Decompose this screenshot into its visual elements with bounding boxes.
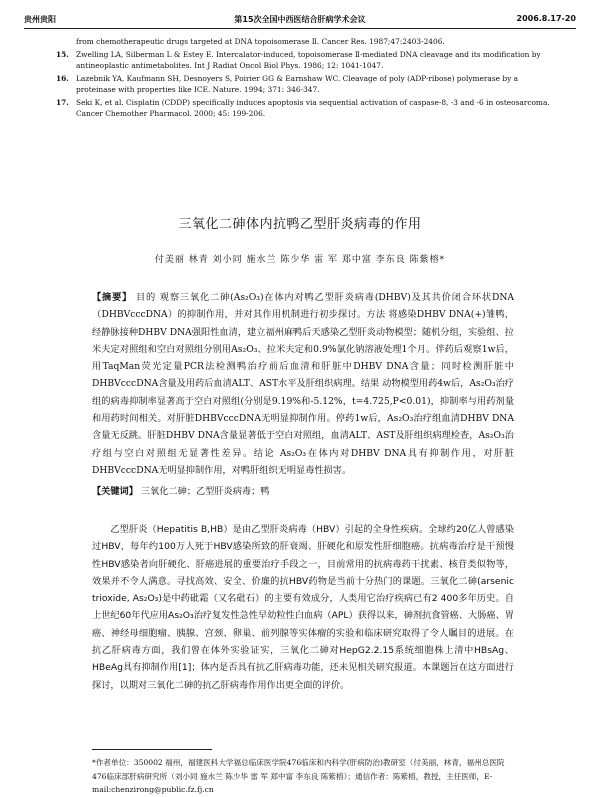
header-date: 2006.8.17-20 bbox=[516, 14, 576, 23]
reference-list bbox=[56, 36, 560, 121]
header-conference: 第15次全国中西医结合肝病学术会议 bbox=[234, 15, 366, 24]
header-divider bbox=[24, 28, 576, 29]
abstract bbox=[92, 289, 514, 479]
footnote-divider bbox=[92, 749, 212, 750]
keywords-text: 三氧化二砷；乙型肝炎病毒；鸭 bbox=[140, 486, 270, 497]
reference-item bbox=[56, 49, 560, 72]
reference-number: 17. bbox=[56, 97, 69, 107]
author-list: 付美丽 林青 刘小同 施水兰 陈少华 雷 军 郑中富 李东良 陈紫榕* bbox=[154, 255, 446, 265]
reference-item bbox=[56, 73, 560, 96]
reference-text: Zwelling LA, Silberman L & Estey E. Intercalator-induced, topoisomerase Ⅱ-mediated DNA cleavage and its modification by antineoplastic antimetabolites. Int J Radiat Oncol Biol Phys. 1986; 12: 1041-1047. bbox=[76, 49, 541, 70]
abstract-text: 目的 观察三氧化二砷(As₂O₃)在体内对鸭乙型肝炎病毒(DHBV)及其共价闭合环状DNA（DHBVcccDNA）的抑制作用，并对其作用机制进行初步探讨。方法 将感染DHBV DNA(+)雏鸭，经静脉接种DHBV DNA强阳性血清，建立福州麻鸭后天感染乙型肝炎动物模型；随机分组，实验组、拉米夫定对照组和空白对照组分别用As₂O₃、拉米夫定和0.9%氯化钠溶液处理1个月。伴药后观察1w后，用TaqMan荧光定量PCR法检测鸭治疗前后血清和肝脏中DHBV DNA含量；同时检测肝脏中DHBVcccDNA含量及用药后血清ALT、AST水平及肝组织病理。结果 动物模型用药4w后，As₂O₃治疗组的病毒抑制率显著高于空白对照组(分别是9.19%和-5.12%，t=4.725,P<0.01)，抑制率与用药剂量和用药时间相关。对肝脏DHBVcccDNA无明显抑制作用。停药1w后，As₂O₃治疗组血清DHBV DNA含量无反跳。肝脏DHBV DNA含量显著低于空白对照组，血清ALT、AST及肝组织病理检查，As₂O₃治疗组与空白对照组无显著性差异。结论 As₂O₃在体内对DHBV DNA具有抑制作用，对肝脏DHBVcccDNA无明显抑制作用，对鸭肝组织无明显毒性损害。 bbox=[92, 292, 515, 476]
reference-item bbox=[56, 97, 560, 120]
reference-item bbox=[56, 36, 560, 48]
reference-text: Lazebnik YA, Kaufmann SH, Desnoyers S, Poirier GG & Earnshaw WC. Cleavage of poly (ADP-ribose) polymerase by a proteinase with properties like ICE. Nature. 1994; 371: 346-347. bbox=[76, 73, 519, 94]
body-paragraph: 乙型肝炎（Hepatitis B,HB）是由乙型肝炎病毒（HBV）引起的全身性疾病。全球约20亿人曾感染过HBV，每年约100万人死于HBV感染所致的肝衰竭、肝硬化和原发性肝细胞癌。抗病毒治疗是干预慢性HBV感染者向肝硬化、肝癌进展的重要治疗手段之一，目前常用的抗病毒药干扰素、核苷类似物等，效果并不令人满意。寻找高效、安全、价廉的抗HBV药物是当前十分热门的课题。三氧化二砷(arsenic trioxide, As₂O₃)是中药砒霜（又名砒石）的主要有效成分，人类用它治疗疾病已有2 400多年历史。自上世纪60年代应用As₂O₃治疗复发性急性早幼粒性白血病（APL）获得以来，砷剂抗食管癌、大肠癌、胃癌、神经母细胞瘤、胰腺、宫颈、卵巢、前列腺等实体瘤的实验和临床研究取得了令人瞩目的进展。在抗乙肝病毒方面，我们曾在体外实验证实，三氧化二砷对HepG2.2.15系统细胞株上清中HBsAg、HBeAg具有抑制作用[1]；体内是否具有抗乙肝病毒功能，还未见相关研究报道。本课题旨在这方面进行探讨，以期对三氧化二砷的抗乙肝病毒作用作出更全面的评价。 bbox=[92, 524, 514, 691]
reference-number: 16. bbox=[56, 73, 69, 83]
reference-text: from chemotherapeutic drugs targeted at DNA topoisomerase Ⅱ. Cancer Res. 1987;47:2403-2406. bbox=[76, 37, 445, 46]
abstract-label: 【摘要】 bbox=[92, 292, 133, 303]
running-header bbox=[24, 14, 576, 28]
reference-number: 15. bbox=[56, 49, 69, 59]
header-location: 贵州贵阳 bbox=[24, 15, 56, 24]
affiliation-footnote: *作者单位：350002 福州，福建医科大学福总临床医学院476临床和内科学(肝病防治)教研室（付美丽，林青，福州总医院476临床部肝病研究所（刘小同 施水兰 陈少华 雷 军 郑中富 李东良 陈紫榕）；通信作者：陈紫榕，教授，主任医师，E-mail:chenzirong@public.fz.fj.cn bbox=[92, 758, 505, 794]
reference-text: Seki K, et al. Cisplatin (CDDP) specifically induces apoptosis via sequential activation of caspase-8, -3 and -6 in osteosarcoma. Cancer Chemother Pharmacol. 2000; 45: 199-206. bbox=[76, 97, 550, 118]
paper-title: 三氧化二砷体内抗鸭乙型肝炎病毒的作用 bbox=[178, 217, 422, 232]
keywords bbox=[92, 484, 514, 500]
keywords-label: 【关键词】 bbox=[92, 486, 138, 497]
